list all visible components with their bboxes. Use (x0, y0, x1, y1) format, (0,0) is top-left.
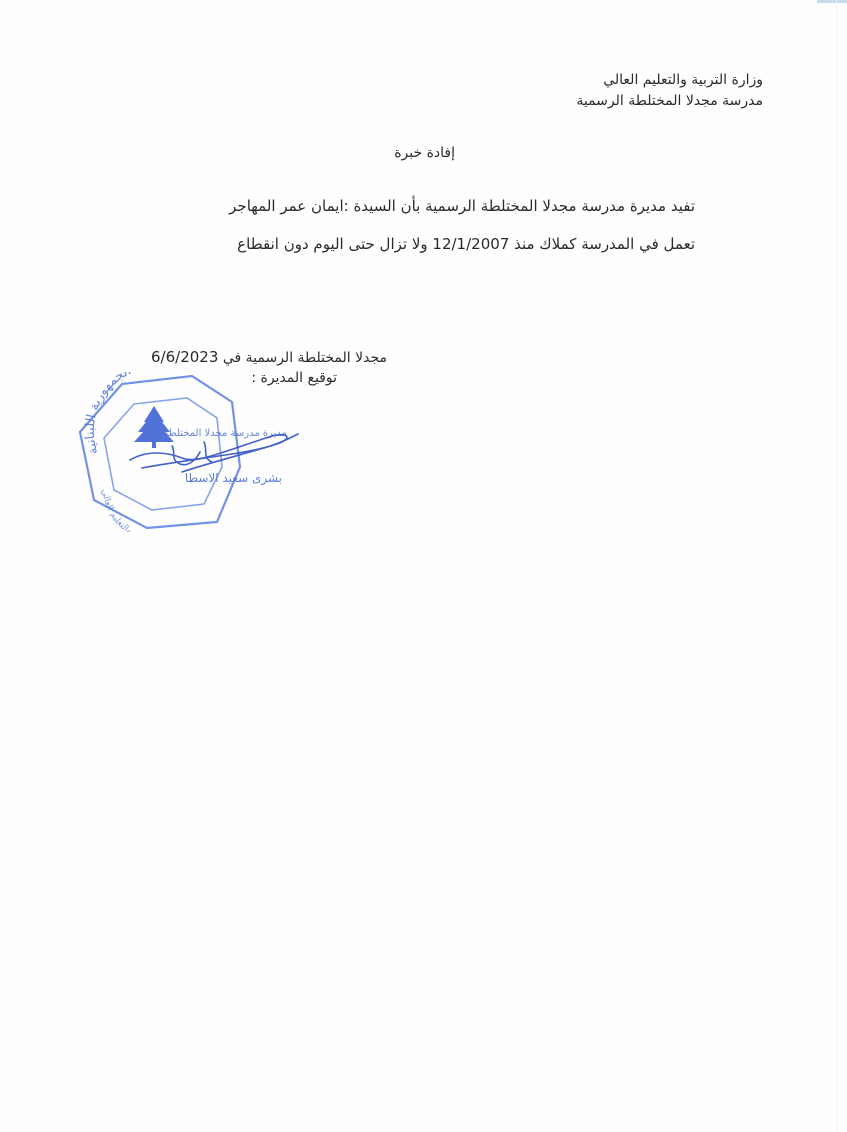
document-title: إفادة خبرة (394, 145, 455, 161)
issue-date: 6/6/2023 (151, 348, 219, 366)
cedar-tree-icon (134, 406, 174, 448)
scan-edge (836, 0, 837, 1132)
place-and-date (151, 347, 387, 368)
signature-label: توقيع المديرة : (251, 370, 337, 386)
start-date: 12/1/2007 (432, 235, 510, 253)
stamp-outer-text-top: لجمهورية اللبنانية (82, 372, 131, 457)
official-stamp (72, 372, 302, 532)
school-name: مدرسة مجدلا المختلطة الرسمية (576, 93, 763, 109)
place-prefix: مجدلا المختلطة الرسمية في (222, 350, 387, 366)
scan-edge (817, 0, 847, 3)
stamp-graphic (72, 372, 302, 532)
body-line-2-suffix: ولا تزال حتى اليوم دون انقطاع (237, 235, 428, 253)
ministry-name: وزارة التربية والتعليم العالي (603, 72, 763, 88)
stamp-outer-text-bottom: والتعليم العالي (99, 488, 134, 532)
stamp-inner-text-2: بشرى سعيد الاسطا (184, 471, 282, 485)
body-line-2 (237, 234, 695, 254)
body-line-1: تفيد مديرة مدرسة مجدلا المختلطة الرسمية بأن السيدة :ايمان عمر المهاجر (229, 197, 695, 215)
body-line-2-prefix: تعمل في المدرسة كملاك منذ (514, 235, 695, 253)
stamp-inner-text-1: مديرة مدرسة مجدلا المختلطة (163, 428, 287, 439)
